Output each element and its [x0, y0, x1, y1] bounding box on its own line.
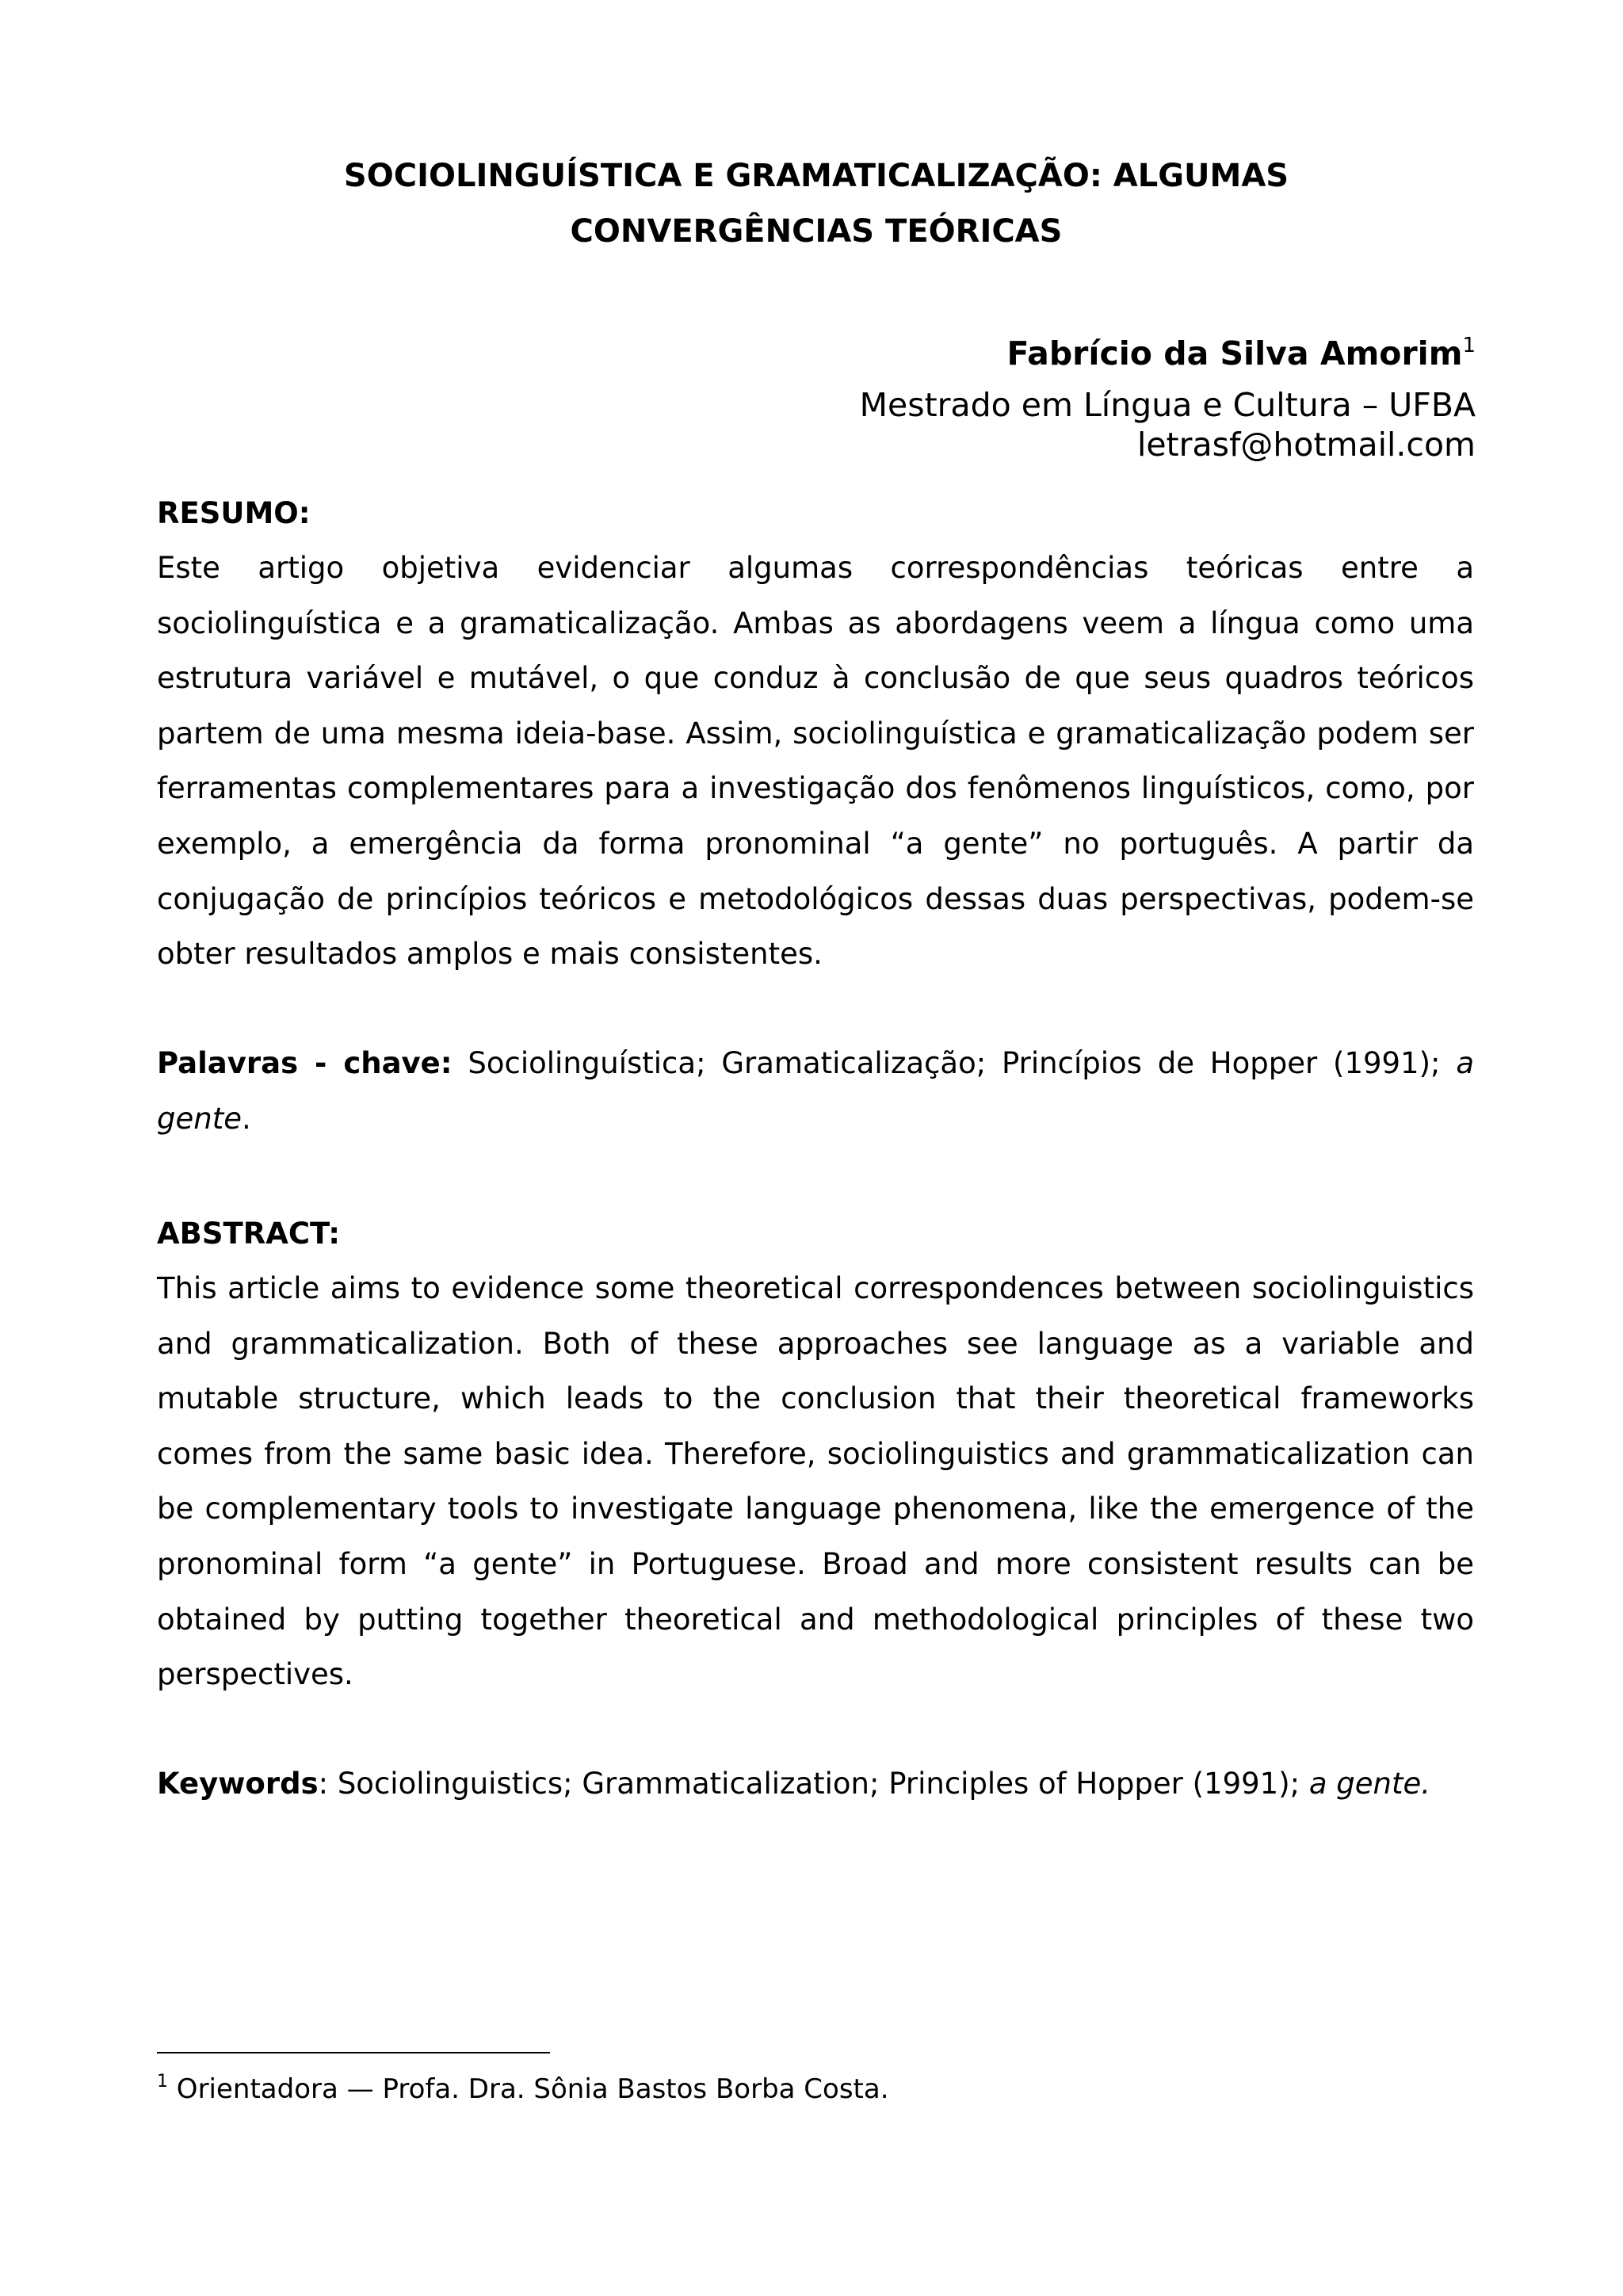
resumo-text: Este artigo objetiva evidenciar algumas correspondências teóricas entre a sociolinguística e a gramaticalização. Ambas as abordagens veem a língua como uma estrutura variável e mutável, o que conduz à conclusão de que seus quadros teóricos partem de uma mesma ideia-base. Assim, sociolinguística e gramaticalização podem ser ferramentas complementares para a investigação dos fenômenos linguísticos, como, por exemplo, a emergência da forma pronominal “a gente” no português. A partir da conjugação de princípios teóricos e metodológicos dessas duas perspectivas, podem-se obter resultados amplos e mais consistentes.: [157, 551, 1474, 972]
author-footnote-marker[interactable]: 1: [1462, 334, 1476, 357]
footnote-text: Orientadora — Profa. Dra. Sônia Bastos Borba Costa.: [168, 2073, 889, 2105]
author-affiliation: Mestrado em Língua e Cultura – UFBA: [859, 386, 1476, 424]
palavras-chave-end: .: [241, 1101, 251, 1136]
keywords-text: : Sociolinguistics; Grammaticalization; Principles of Hopper (1991);: [318, 1767, 1309, 1801]
abstract-heading: ABSTRACT:: [157, 1217, 341, 1251]
author-name: Fabrício da Silva Amorim: [1006, 334, 1463, 372]
footnote-marker: 1: [157, 2072, 168, 2092]
resumo-heading: RESUMO:: [157, 496, 311, 530]
palavras-chave-text: Sociolinguística; Gramaticalização; Princípios de Hopper (1991);: [452, 1046, 1457, 1080]
palavras-chave-label: Palavras - chave:: [157, 1046, 453, 1080]
abstract-text: This article aims to evidence some theoretical correspondences between sociolinguistics and grammaticalization. Both of these approaches see language as a variable and mutable structure, which leads to the conclusion that their theoretical frameworks comes from the same basic idea. Therefore, sociolinguistics and grammaticalization can be complementary tools to investigate language phenomena, like the emergence of the pronominal form “a gente” in Portuguese. Broad and more consistent results can be obtained by putting together theoretical and methodological principles of these two perspectives.: [157, 1271, 1474, 1692]
keywords-italic: a gente.: [1308, 1767, 1431, 1801]
title-line-2: CONVERGÊNCIAS TEÓRICAS: [570, 213, 1063, 250]
author-block: [525, 330, 1476, 464]
keywords: [157, 1756, 1474, 1812]
footnote: [157, 2070, 889, 2108]
palavras-chave: [157, 1036, 1474, 1146]
footnote-divider: [157, 2052, 550, 2053]
author-email[interactable]: letrasf@hotmail.com: [1136, 426, 1476, 464]
paper-title: [206, 148, 1426, 259]
author-name-line: [525, 330, 1476, 377]
title-line-1: SOCIOLINGUÍSTICA E GRAMATICALIZAÇÃO: ALGUMAS: [343, 158, 1289, 194]
palavras-chave-italic: a gente: [157, 1046, 1475, 1136]
keywords-label: Keywords: [157, 1767, 319, 1801]
